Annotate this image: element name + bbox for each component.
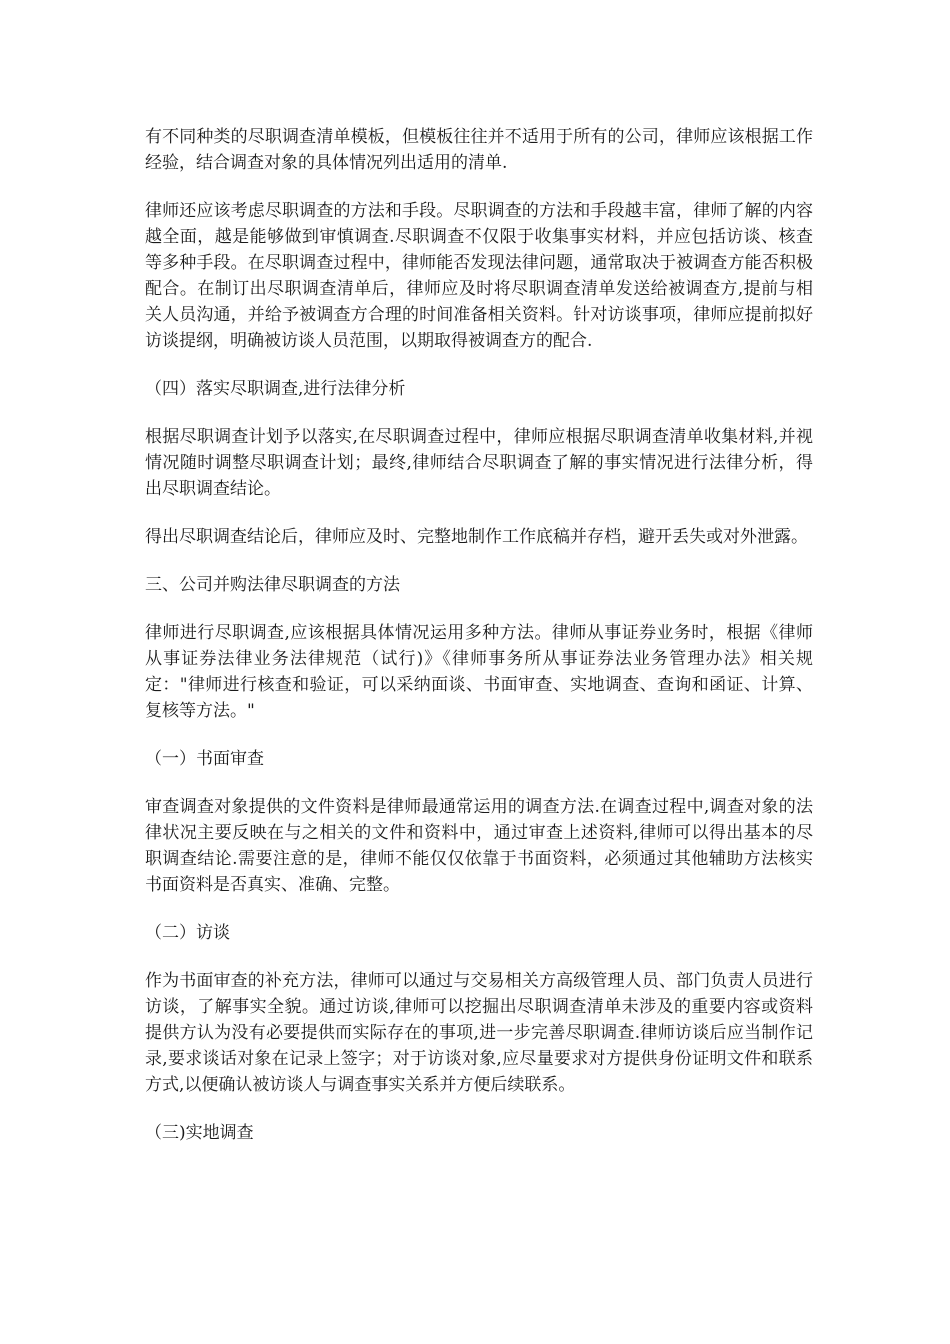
- paragraph-template-list: 有不同种类的尽职调查清单模板，但模板往往并不适用于所有的公司，律师应该根据工作经验，结合调查对象的具体情况列出适用的清单.: [145, 127, 813, 173]
- section-heading-methods: 三、公司并购法律尽职调查的方法: [145, 575, 400, 595]
- paragraph-methods-means: 律师还应该考虑尽职调查的方法和手段。尽职调查的方法和手段越丰富，律师了解的内容越全面，越是能够做到审慎调查.尽职调查不仅限于收集事实材料，并应包括访谈、核查等多种手段。在尽职调查过程中，律师能否发现法律问题，通常取决于被调查方能否积极配合。在制订出尽职调查清单后，律师应及时将尽职调查清单发送给被调查方,提前与相关人员沟通，并给予被调查方合理的时间准备相关资料。针对访谈事项，律师应提前拟好访谈提纲，明确被访谈人员范围，以期取得被调查方的配合.: [145, 201, 813, 351]
- paragraph-securities-rules: 律师进行尽职调查,应该根据具体情况运用多种方法。律师从事证券业务时，根据《律师从事证券法律业务法律规范（试行)》《律师事务所从事证券法业务管理办法》相关规定："律师进行核查和验证，可以采纳面谈、书面审查、实地调查、查询和函证、计算、复核等方法。": [145, 623, 813, 721]
- section-heading-interview: （二）访谈: [145, 923, 230, 943]
- section-heading-field-survey: （三)实地调查: [145, 1123, 254, 1143]
- paragraph-document-review: 审查调查对象提供的文件资料是律师最通常运用的调查方法.在调查过程中,调查对象的法律状况主要反映在与之相关的文件和资料中，通过审查上述资料,律师可以得出基本的尽职调查结论.需要注意的是，律师不能仅仅依靠于书面资料，必须通过其他辅助方法核实书面资料是否真实、准确、完整。: [145, 797, 813, 895]
- section-heading-document-review: （一）书面审查: [145, 749, 264, 769]
- paragraph-interview: 作为书面审查的补充方法，律师可以通过与交易相关方高级管理人员、部门负责人员进行访谈，了解事实全貌。通过访谈,律师可以挖掘出尽职调查清单未涉及的重要内容或资料提供方认为没有必要提供而实际存在的事项,进一步完善尽职调查.律师访谈后应当制作记录,要求谈话对象在记录上签字；对于访谈对象,应尽量要求对方提供身份证明文件和联系方式,以便确认被访谈人与调查事实关系并方便后续联系。: [145, 971, 813, 1095]
- paragraph-implement-plan: 根据尽职调查计划予以落实,在尽职调查过程中，律师应根据尽职调查清单收集材料,并视情况随时调整尽职调查计划；最终,律师结合尽职调查了解的事实情况进行法律分析，得出尽职调查结论。: [145, 427, 813, 499]
- document-body: [145, 124, 813, 1168]
- section-heading-implement: （四）落实尽职调查,进行法律分析: [145, 379, 406, 399]
- paragraph-archive: 得出尽职调查结论后，律师应及时、完整地制作工作底稿并存档，避开丢失或对外泄露。: [145, 527, 808, 547]
